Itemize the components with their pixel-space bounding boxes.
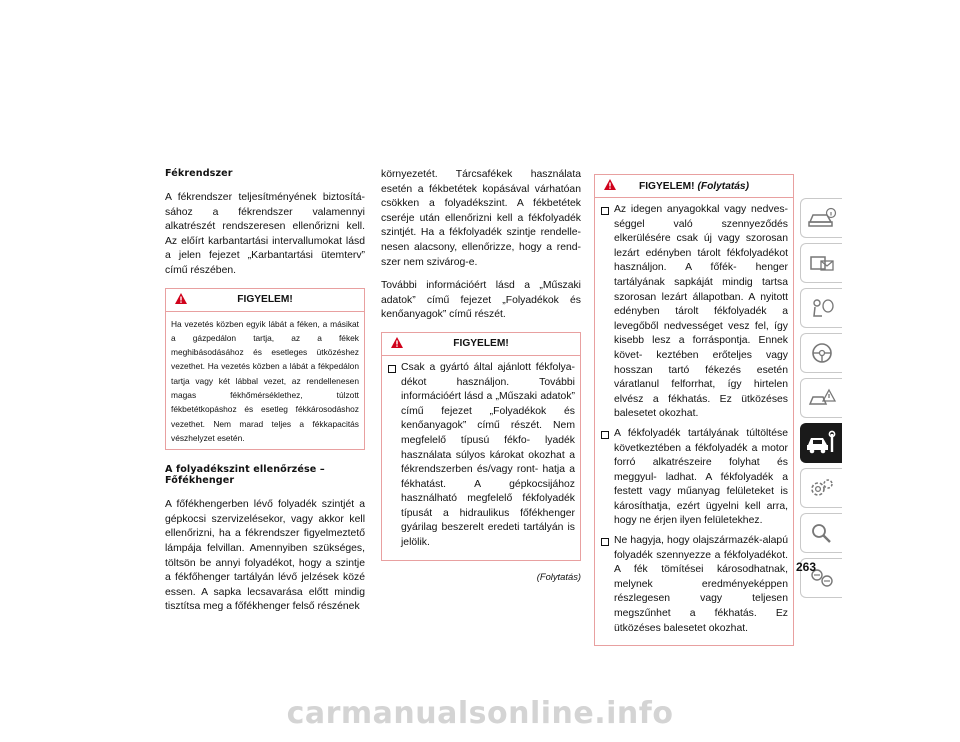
warning-bullet-text: A fékfolyadék tartályának túltöltése következtében a fékfolyadék a motor forró alkatrészeire folyhat és meggyul- ladhat. A fékfolyadék a festett vagy műanyag felületeket is károsíthatja, ezért ügyelni kell arra, hogy ne érjen ilyen felületekhez. bbox=[614, 427, 788, 527]
tab-index[interactable] bbox=[800, 513, 842, 553]
brakes-paragraph: A fékrendszer teljesítményének biztosítá- sához a fékrendszer valamennyi alkatrészét rendszeresen ellenőrizni kell. Az előírt karbantartási intervallumokat lásd a jelen fejezet „Karbantartási ütemterv” című részében. bbox=[165, 192, 365, 276]
tab-safety[interactable] bbox=[800, 288, 842, 328]
warning-title: FIGYELEM! bbox=[237, 294, 293, 306]
continued-note: (Folytatás) bbox=[536, 570, 581, 582]
chapter-tabs bbox=[800, 198, 842, 603]
tab-driving[interactable] bbox=[800, 333, 842, 373]
checkbox-bullet-icon bbox=[601, 538, 609, 546]
column-left bbox=[165, 168, 365, 624]
airbag-seat-icon bbox=[807, 296, 837, 320]
checkbox-bullet-icon bbox=[601, 207, 609, 215]
warning-title-continued: (Folytatás) bbox=[697, 180, 749, 192]
tab-controls[interactable] bbox=[800, 243, 842, 283]
checkbox-bullet-icon bbox=[601, 431, 609, 439]
warning-header bbox=[382, 333, 580, 356]
crash-warning-icon bbox=[807, 386, 837, 410]
tab-maintenance[interactable] bbox=[800, 423, 842, 463]
section-heading-brakes: Fékrendszer bbox=[165, 168, 233, 179]
warning-bullet bbox=[600, 427, 788, 529]
steering-wheel-icon bbox=[807, 341, 837, 365]
more-info-paragraph: További információért lásd a „Műszaki adatok” című fejezet „Folyadékok és kenőanyagok” című részét. bbox=[381, 280, 581, 321]
warning-triangle-icon bbox=[390, 336, 404, 349]
section-heading-fluid-level: A folyadékszint ellenőrzése – Főfékhenger bbox=[165, 464, 325, 487]
car-wrench-icon bbox=[806, 430, 838, 456]
warning-box-1 bbox=[165, 288, 365, 451]
warning-header bbox=[166, 289, 364, 312]
page-number: 263 bbox=[796, 560, 817, 574]
warning-box-3 bbox=[594, 174, 794, 646]
tab-car-info[interactable] bbox=[800, 198, 842, 238]
warning-triangle-icon bbox=[603, 178, 617, 191]
continuation-paragraph: környezetét. Tárcsafékek használata esetén a fékbetétek kopásával várhatóan csökken a folyadékszint. A fékbetétek cseréje után ellenőrizni kell a fékfolyadék szintjét. Ha a fékfolyadék szintje rendelle- nesen alacsony, ellenőrizze, hogy a rend- szer nem szivárog-e. bbox=[381, 169, 581, 268]
watermark-text: carmanualsonline.info bbox=[286, 696, 674, 731]
warning-body bbox=[166, 312, 364, 450]
fluid-level-paragraph: A főfékhengerben lévő folyadék szintjét a gépkocsi szervizelésekor, vagy akkor kell ellenőrizni, ha a fékrendszer figyelmeztető lámpája felvillan. Amennyiben szükséges, töltsön be annyi folyadékot, hogy a szintje a fékfőhenger tartályán lévő jelzések közé essen. A sapka lecsavarása előtt mindig tisztítsa meg a főfékhenger felső részének bbox=[165, 499, 365, 613]
warning-bullet bbox=[387, 361, 575, 551]
checkbox-bullet-icon bbox=[388, 365, 396, 373]
column-middle bbox=[381, 168, 581, 582]
warning-body bbox=[595, 198, 793, 645]
magnifier-icon bbox=[807, 521, 837, 545]
warning-box-2 bbox=[381, 332, 581, 561]
warning-text: Ha vezetés közben egyik lábát a féken, a másikat a gázpedálon tartja, az a fékek meghibásodásához és esetleges ütközéshez vezethet. Ha vezetés közben a lábát a fékpedálon tartja vagy két lábbal vezet, az rendellenesen magas fékhőmérséklethez, túlzott fékbetétkopáshoz és esetleg fékkárosodáshoz vezethet. Nem marad teljes a fékkapacitás vészhelyzet esetén. bbox=[171, 318, 359, 443]
gears-icon bbox=[807, 476, 837, 500]
warning-triangle-icon bbox=[174, 292, 188, 305]
warning-bullet bbox=[600, 203, 788, 422]
warning-title: FIGYELEM! bbox=[453, 338, 509, 350]
tab-emergency[interactable] bbox=[800, 378, 842, 418]
warning-bullet-text: Ne hagyja, hogy olajszármazék-alapú folyadék szennyezze a fékfolyadékot. A fék tömítései károsodhatnak, melynek eredményeképpen részlegesen vagy teljesen megszűnhet a fékhatás. Ez ütközéses balesetet okozhat. bbox=[614, 535, 788, 634]
car-info-icon bbox=[807, 206, 837, 230]
envelope-icon bbox=[807, 251, 837, 275]
warning-body bbox=[382, 356, 580, 560]
warning-bullet-text: Csak a gyártó által ajánlott fékfolya- dékot használjon. További információért lásd a „Műszaki adatok” című fejezet „Folyadékok és kenőanyagok” című részét. Nem megfelelő típusú fékfo- lyadék használata súlyos károkat okozhat a fékrendszerben és/vagy ront- hatja a fékhatást. A gépkocsijához használható megfelelő fékfolyadék típusát a hidraulikus főfékhenger gyárilag beszerelt eredeti tartályán is jelölik. bbox=[401, 361, 575, 549]
warning-bullet-text: Az idegen anyagokkal vagy nedves- séggel való szennyeződés elkerülésére csak új vagy szorosan lezárt edényben tárolt fékfolyadékot használjon. A főfék- henger tartályának sapkáját mindig tartsa szorosan lezárt állapotban. A nyitott edényben tárolt fékfolyadék a levegőből nedvességet vesz fel, így kisebb lesz a forráspontja. Ennek követ- keztében erőteljes vagy hosszan tartó fékezés esetén váratlanul felforrhat, így hirtelen elvész a fékhatás. Ez ütközéses balesetet okozhat. bbox=[614, 204, 788, 420]
warning-bullet bbox=[600, 534, 788, 636]
tab-technical-data[interactable] bbox=[800, 468, 842, 508]
column-right bbox=[594, 168, 794, 656]
warning-header bbox=[595, 175, 793, 198]
warning-title: FIGYELEM! bbox=[639, 180, 695, 192]
